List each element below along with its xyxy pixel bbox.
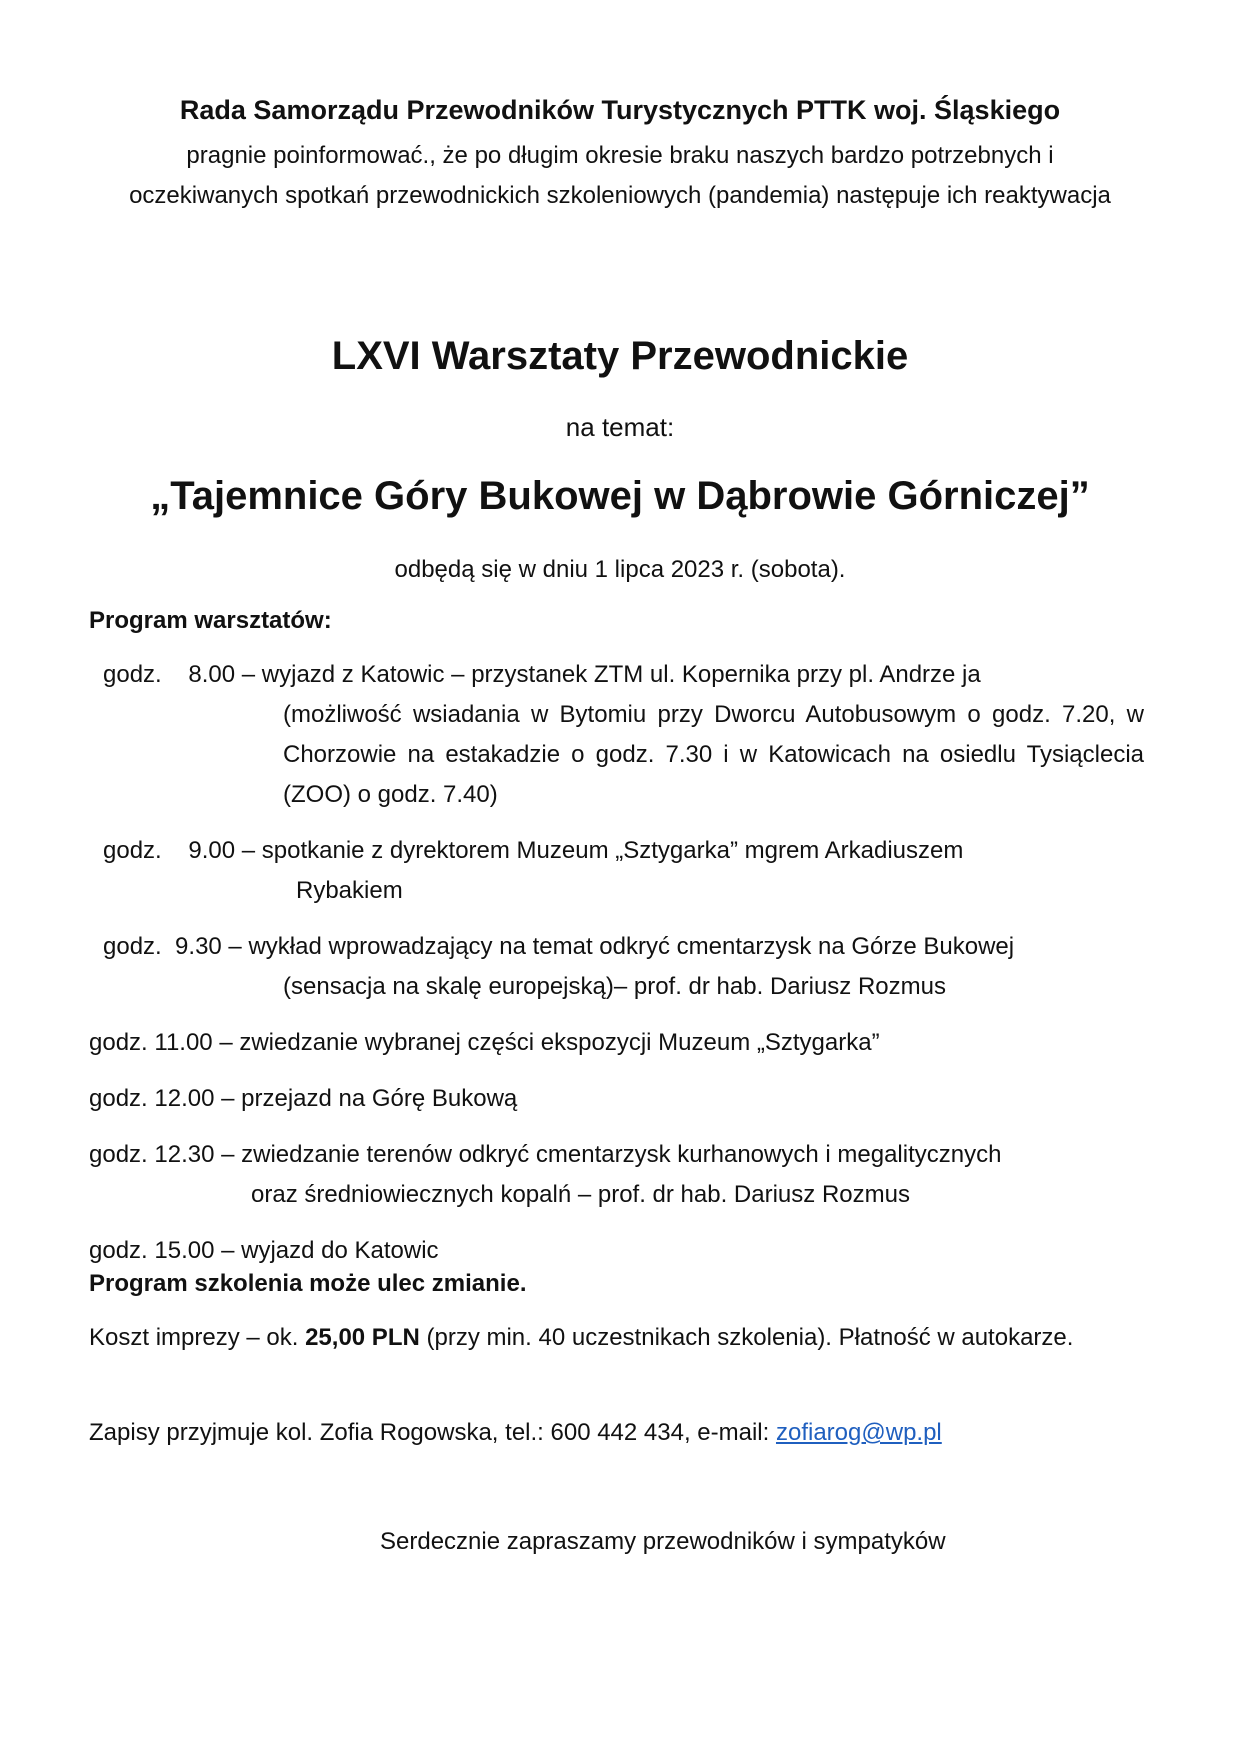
closing-invitation: Serdecznie zapraszamy przewodników i sympatyków <box>380 1528 946 1555</box>
schedule-time: godz. 12.00 – <box>89 1085 242 1112</box>
schedule-item <box>89 655 1144 815</box>
event-date: odbędą się w dniu 1 lipca 2023 r. (sobota). <box>394 556 846 583</box>
schedule-desc: wyjazd do Katowic <box>241 1237 439 1264</box>
email-link[interactable]: zofiarog@wp.pl <box>775 1419 942 1446</box>
event-topic: „Tajemnice Góry Bukowej w Dąbrowie Górniczej” <box>150 474 1090 518</box>
schedule-time: godz. 9.00 – <box>103 837 262 864</box>
schedule-item <box>89 1135 1144 1215</box>
schedule-desc-cont: (możliwość wsiadania w Bytomiu przy Dworcu Autobusowym o godz. 7.20, w Chorzowie na estakadzie o godz. 7.30 i w Katowicach na osiedlu Tysiąclecia (ZOO) o godz. 7.40) <box>283 701 1144 808</box>
contact-text: Zapisy przyjmuje kol. Zofia Rogowska, tel.: 600 442 434, e-mail: <box>89 1419 776 1446</box>
schedule-desc: wyjazd z Katowic – przystanek ZTM ul. Kopernika przy pl. Andrze ja <box>261 661 981 688</box>
schedule-item <box>89 1079 1144 1119</box>
schedule-item <box>89 831 1144 911</box>
schedule-item <box>89 1023 1144 1063</box>
schedule-desc: zwiedzanie terenów odkryć cmentarzysk kurhanowych i megalitycznych <box>241 1141 1002 1168</box>
topic-label: na temat: <box>565 412 675 442</box>
event-title: LXVI Warsztaty Przewodnickie <box>331 334 909 378</box>
schedule-time: godz. 9.30 – <box>103 933 249 960</box>
schedule-item <box>89 927 1144 1007</box>
schedule-time: godz. 12.30 – <box>89 1141 242 1168</box>
schedule-time: godz. 15.00 – <box>89 1237 242 1264</box>
schedule-desc: przejazd na Górę Bukową <box>241 1085 518 1112</box>
schedule-time: godz. 8.00 – <box>103 661 262 688</box>
schedule-desc: spotkanie z dyrektorem Muzeum „Sztygarka” mgrem Arkadiuszem <box>261 837 964 864</box>
program-change-notice: Program szkolenia może ulec zmianie. <box>89 1270 527 1297</box>
cost-amount: 25,00 PLN <box>305 1324 420 1351</box>
schedule-desc-cont: Rybakiem <box>296 877 403 904</box>
schedule-item <box>89 1231 1144 1271</box>
cost-paragraph <box>89 1318 1144 1358</box>
program-heading: Program warsztatów: <box>89 607 332 634</box>
schedule-desc: zwiedzanie wybranej części ekspozycji Muzeum „Sztygarka” <box>239 1029 880 1056</box>
cost-prefix: Koszt imprezy – ok. <box>89 1324 306 1351</box>
program-schedule <box>89 655 1144 1287</box>
contact-paragraph <box>89 1416 942 1450</box>
intro-paragraph: pragnie poinformować., że po długim okresie braku naszych bardzo potrzebnych i oczekiwanych spotkań przewodnickich szkoleniowych (pandemia) następuje ich reaktywacja <box>129 142 1111 209</box>
schedule-desc-cont: oraz średniowiecznych kopalń – prof. dr hab. Dariusz Rozmus <box>251 1181 910 1208</box>
schedule-desc: wykład wprowadzający na temat odkryć cmentarzysk na Górze Bukowej <box>248 933 1015 960</box>
organization-name: Rada Samorządu Przewodników Turystycznych PTTK woj. Śląskiego <box>179 95 1061 125</box>
cost-suffix: (przy min. 40 uczestnikach szkolenia). Płatność w autokarze. <box>419 1324 1074 1351</box>
schedule-time: godz. 11.00 – <box>89 1029 240 1056</box>
schedule-desc-cont: (sensacja na skalę europejską)– prof. dr hab. Dariusz Rozmus <box>283 973 946 1000</box>
